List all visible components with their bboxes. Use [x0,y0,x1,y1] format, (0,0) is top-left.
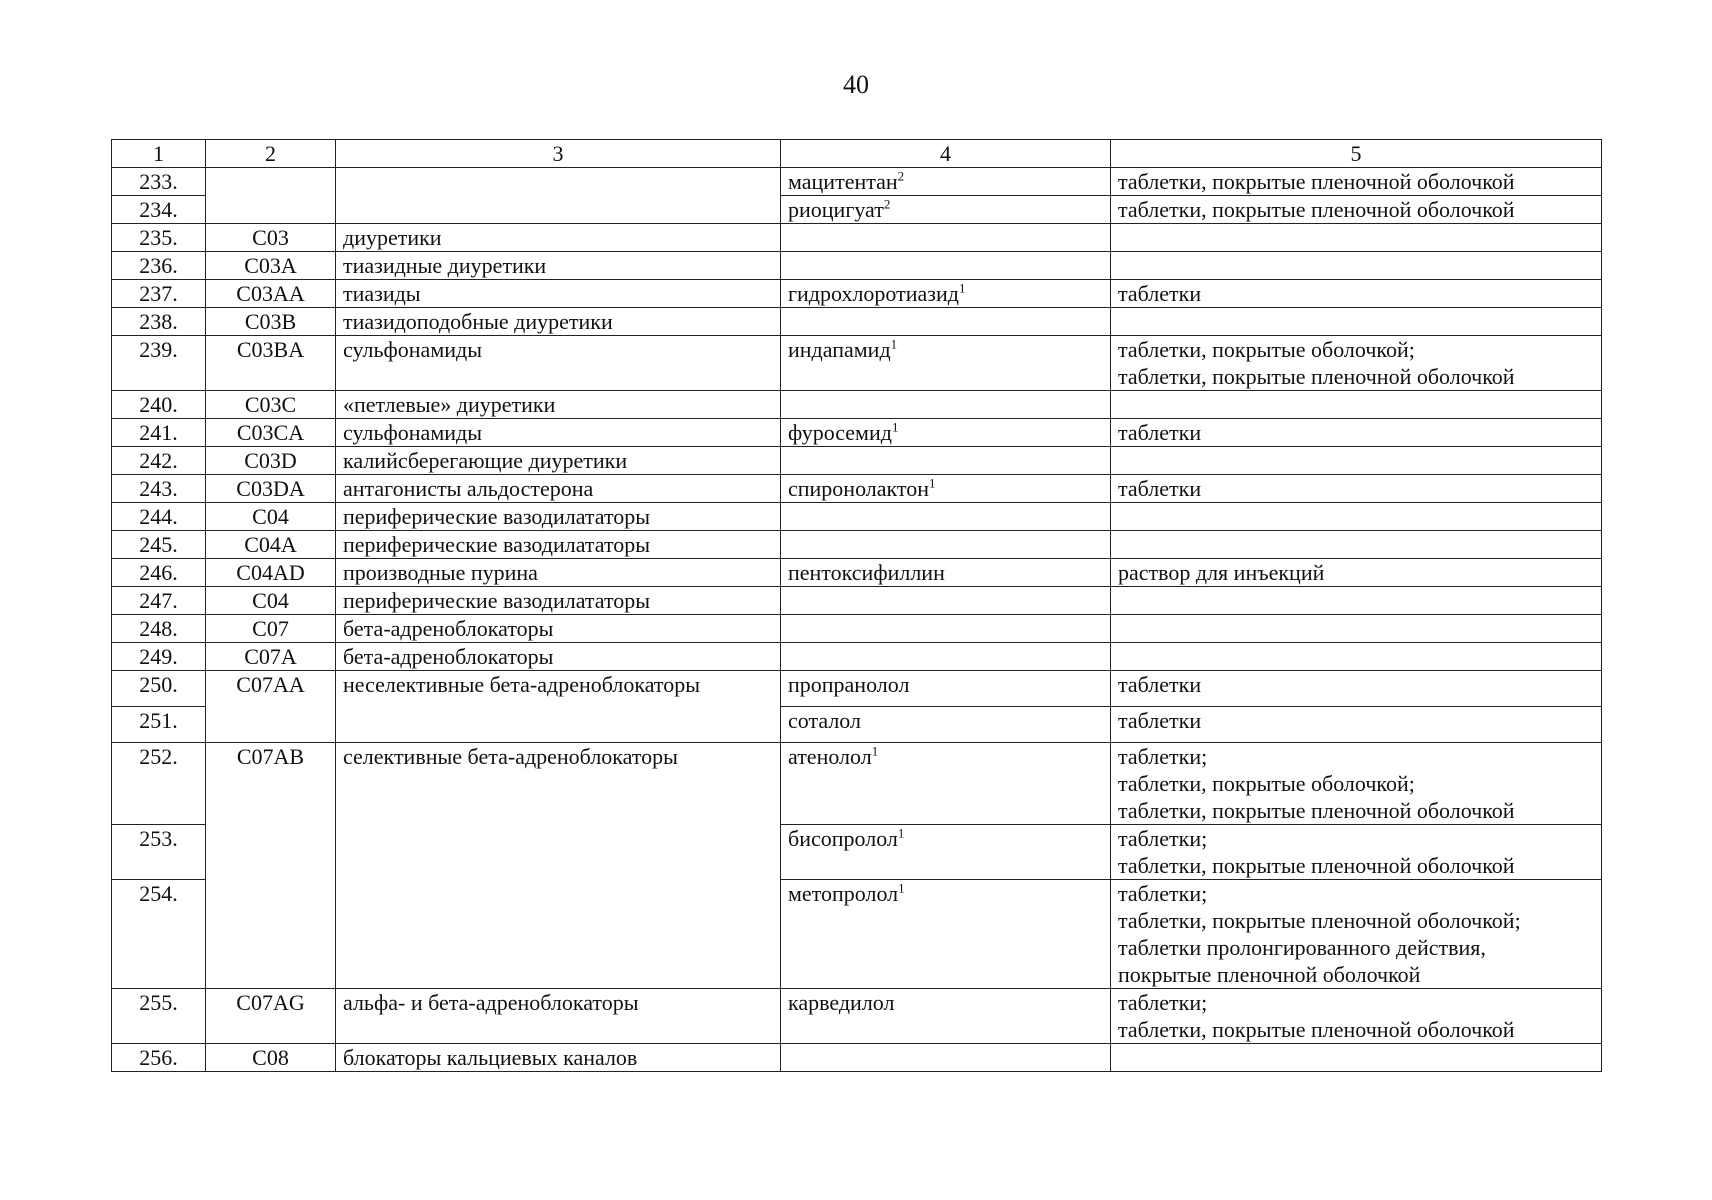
footnote-mark: 1 [891,419,899,435]
drug-name [781,252,1111,280]
atc-code: C03BA [206,336,336,391]
dosage-form [1111,643,1602,671]
drug-name [781,531,1111,559]
dosage-form-line: таблетки, покрытые пленочной оболочкой [1118,197,1515,222]
dosage-form-line: таблетки; [1118,826,1208,851]
dosage-form-line: таблетки; [1118,881,1208,906]
dosage-form [1111,252,1602,280]
row-number: 236. [112,252,206,280]
table-row [112,531,1602,559]
footnote-mark: 1 [871,743,879,759]
dosage-form-line: таблетки пролонгированного действия, [1118,935,1486,960]
dosage-form [1111,447,1602,475]
column-header: 4 [781,140,1111,168]
drug-name [781,671,1111,707]
column-header: 5 [1111,140,1602,168]
table-row [112,989,1602,1044]
drug-name [781,743,1111,825]
drug-name [781,643,1111,671]
dosage-form-line: таблетки, покрытые пленочной оболочкой [1118,798,1515,823]
table-row [112,280,1602,308]
column-header: 1 [112,140,206,168]
table-row [112,743,1602,825]
drug-label: карведилол [788,990,895,1015]
drug-name [781,336,1111,391]
row-number: 246. [112,559,206,587]
table-row [112,447,1602,475]
drug-label: спиронолактон [788,476,930,501]
row-number: 239. [112,336,206,391]
dosage-form [1111,671,1602,707]
group-name: бета-адреноблокаторы [336,615,781,643]
row-number: 248. [112,615,206,643]
atc-code: C07AA [206,671,336,743]
drug-name [781,825,1111,880]
dosage-form-line: таблетки, покрытые пленочной оболочкой [1118,169,1515,194]
atc-code: C03C [206,391,336,419]
dosage-form [1111,391,1602,419]
dosage-form-line: таблетки [1118,672,1202,697]
dosage-form [1111,707,1602,743]
drug-name [781,707,1111,743]
table-row [112,615,1602,643]
atc-code: C04AD [206,559,336,587]
row-number: 247. [112,587,206,615]
drug-name [781,880,1111,989]
group-name: альфа- и бета-адреноблокаторы [336,989,781,1044]
drug-label: индапамид [788,337,891,362]
row-number: 234. [112,196,206,224]
group-name: сульфонамиды [336,419,781,447]
dosage-form-line: таблетки, покрытые пленочной оболочкой [1118,1017,1515,1042]
row-number: 242. [112,447,206,475]
table-row [112,168,1602,196]
dosage-form [1111,615,1602,643]
atc-code: C04 [206,503,336,531]
group-name: тиазидоподобные диуретики [336,308,781,336]
group-name: производные пурина [336,559,781,587]
dosage-form-line: таблетки [1118,281,1202,306]
footnote-mark: 2 [897,168,905,184]
table-row [112,336,1602,391]
group-name: диуретики [336,224,781,252]
row-number: 240. [112,391,206,419]
group-name [336,168,781,224]
atc-code: C04A [206,531,336,559]
page-number: 40 [843,70,869,99]
drug-name [781,559,1111,587]
dosage-form [1111,280,1602,308]
footnote-mark: 1 [890,336,898,352]
drug-label: фуросемид [788,420,892,445]
row-number: 256. [112,1044,206,1072]
row-number: 254. [112,880,206,989]
dosage-form-line: таблетки, покрытые оболочкой; [1118,771,1415,796]
drug-name [781,447,1111,475]
dosage-form-line: таблетки, покрытые пленочной оболочкой; [1118,908,1521,933]
drug-name [781,224,1111,252]
footnote-mark: 1 [958,280,966,296]
drug-name [781,308,1111,336]
atc-code: C07 [206,615,336,643]
drug-label: метопролол [788,881,899,906]
group-name: периферические вазодилататоры [336,531,781,559]
drug-name [781,1044,1111,1072]
row-number: 250. [112,671,206,707]
drug-name [781,503,1111,531]
group-name: тиазиды [336,280,781,308]
group-name: блокаторы кальциевых каналов [336,1044,781,1072]
atc-code: C04 [206,587,336,615]
dosage-form-line: таблетки [1118,420,1202,445]
atc-code: C03 [206,224,336,252]
table-row [112,559,1602,587]
dosage-form [1111,587,1602,615]
table-row [112,252,1602,280]
row-number: 241. [112,419,206,447]
dosage-form-line: таблетки, покрытые пленочной оболочкой [1118,364,1515,389]
footnote-mark: 1 [898,880,905,896]
dosage-form-line: покрытые пленочной оболочкой [1118,962,1421,987]
dosage-form [1111,224,1602,252]
drug-name [781,587,1111,615]
group-name: неселективные бета-адреноблокаторы [336,671,781,743]
table-row [112,671,1602,707]
atc-code: C03AA [206,280,336,308]
row-number: 245. [112,531,206,559]
drug-name [781,280,1111,308]
drug-label: соталол [788,708,861,733]
group-name: калийсберегающие диуретики [336,447,781,475]
table-row [112,1044,1602,1072]
table-row [112,503,1602,531]
table-row [112,308,1602,336]
drug-label: бисопролол [788,826,898,851]
group-name: антагонисты альдостерона [336,475,781,503]
row-number: 249. [112,643,206,671]
atc-code: C07AB [206,743,336,989]
dosage-form [1111,336,1602,391]
table-row [112,419,1602,447]
table-row [112,587,1602,615]
dosage-form-line: таблетки; [1118,744,1208,769]
drug-name [781,391,1111,419]
atc-code: C03A [206,252,336,280]
atc-code: C03B [206,308,336,336]
footnote-mark: 1 [897,825,905,841]
drug-label: мацитентан [788,169,898,194]
dosage-form [1111,503,1602,531]
atc-code: C03CA [206,419,336,447]
row-number: 233. [112,168,206,196]
dosage-form [1111,559,1602,587]
atc-code: C08 [206,1044,336,1072]
row-number: 251. [112,707,206,743]
dosage-form [1111,419,1602,447]
table-row [112,391,1602,419]
drug-name [781,475,1111,503]
drug-label: пентоксифиллин [788,560,945,585]
table-body [112,140,1602,1072]
dosage-form [1111,475,1602,503]
group-name: тиазидные диуретики [336,252,781,280]
dosage-form [1111,196,1602,224]
column-header: 3 [336,140,781,168]
dosage-form [1111,531,1602,559]
dosage-form [1111,1044,1602,1072]
atc-code: C03D [206,447,336,475]
dosage-form-line: таблетки [1118,708,1202,733]
dosage-form [1111,880,1602,989]
table-row [112,643,1602,671]
group-name: «петлевые» диуретики [336,391,781,419]
row-number: 244. [112,503,206,531]
table-row [112,224,1602,252]
group-name: периферические вазодилататоры [336,587,781,615]
drug-label: гидрохлоротиазид [788,281,959,306]
drug-label: пропранолол [788,672,910,697]
row-number: 237. [112,280,206,308]
group-name: сульфонамиды [336,336,781,391]
group-name: бета-адреноблокаторы [336,643,781,671]
drug-label: атенолол [788,744,872,769]
atc-code: C07AG [206,989,336,1044]
dosage-form-line: раствор для инъекций [1118,560,1325,585]
dosage-form [1111,989,1602,1044]
drug-table [111,139,1602,1072]
dosage-form-line: таблетки, покрытые пленочной оболочкой [1118,853,1515,878]
dosage-form-line: таблетки; [1118,990,1208,1015]
dosage-form [1111,168,1602,196]
dosage-form-line: таблетки [1118,476,1202,501]
drug-label: риоцигуат [788,197,884,222]
row-number: 243. [112,475,206,503]
atc-code: C07A [206,643,336,671]
group-name: периферические вазодилататоры [336,503,781,531]
drug-name [781,419,1111,447]
atc-code [206,168,336,224]
dosage-form-line: таблетки, покрытые оболочкой; [1118,337,1415,362]
column-header: 2 [206,140,336,168]
header-row [112,140,1602,168]
footnote-mark: 1 [929,475,936,491]
drug-name [781,615,1111,643]
row-number: 255. [112,989,206,1044]
row-number: 252. [112,743,206,825]
drug-name [781,989,1111,1044]
table-row [112,475,1602,503]
drug-name [781,196,1111,224]
dosage-form [1111,308,1602,336]
footnote-mark: 2 [883,196,891,212]
dosage-form [1111,825,1602,880]
row-number: 238. [112,308,206,336]
dosage-form [1111,743,1602,825]
row-number: 235. [112,224,206,252]
drug-name [781,168,1111,196]
group-name: селективные бета-адреноблокаторы [336,743,781,989]
atc-code: C03DA [206,475,336,503]
row-number: 253. [112,825,206,880]
